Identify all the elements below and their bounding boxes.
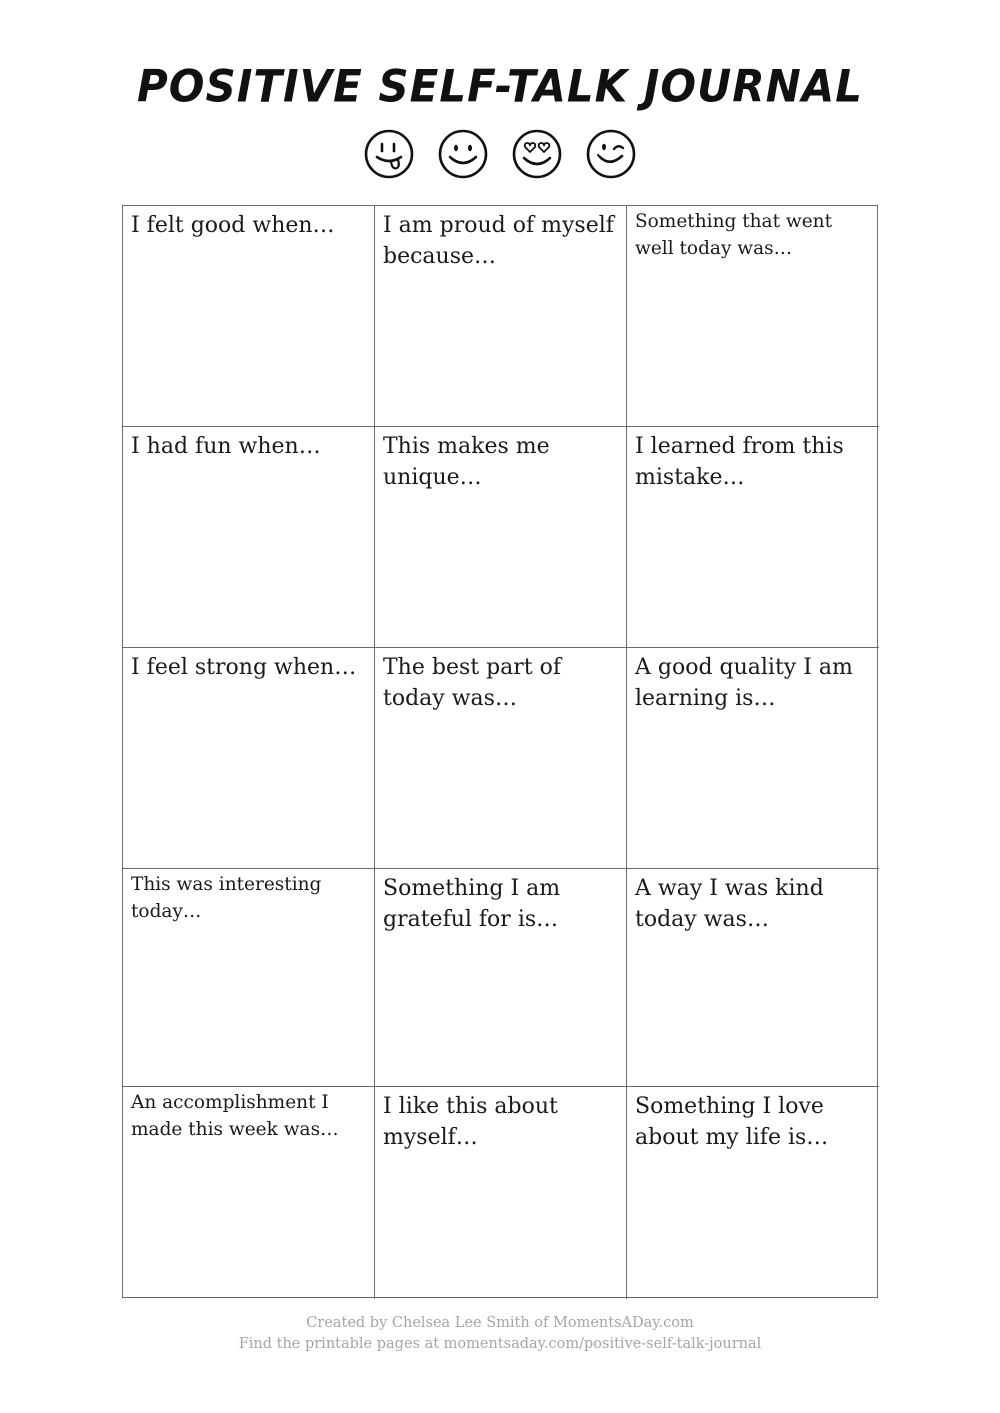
prompt-cell: Something that went well today was… xyxy=(627,206,879,427)
prompt-cell: Something I love about my life is… xyxy=(635,1094,829,1150)
prompt-cell: A way I was kind today was… xyxy=(627,869,879,1087)
heart-eyes-smiley-icon xyxy=(511,128,563,180)
prompt-cell: An accomplishment I made this week was… xyxy=(123,1087,375,1299)
tongue-out-smiley-icon xyxy=(363,128,415,180)
prompt-cell: This makes me unique… xyxy=(375,427,627,648)
footer-credit: Created by Chelsea Lee Smith of MomentsADay.com xyxy=(306,1315,694,1331)
prompt-cell: The best part of today was… xyxy=(375,648,627,869)
smiley-row xyxy=(0,128,1000,184)
prompt-cell: I learned from this mistake… xyxy=(627,427,879,648)
prompt-cell: I had fun when… xyxy=(123,427,375,648)
footer-link: Find the printable pages at momentsaday.com/positive-self-talk-journal xyxy=(238,1336,762,1352)
prompt-cell: This was interesting today… xyxy=(123,869,375,1087)
smiling-face-icon xyxy=(437,128,489,180)
winking-smiley-icon xyxy=(585,128,637,180)
prompt-cell: I feel strong when… xyxy=(123,648,375,869)
prompt-cell: A good quality I am learning is… xyxy=(627,648,879,869)
prompt-cell: I am proud of myself because… xyxy=(375,206,627,427)
prompt-grid xyxy=(122,205,878,1298)
prompt-cell: I felt good when… xyxy=(123,206,375,427)
page-title: POSITIVE SELF-TALK JOURNAL xyxy=(136,60,864,113)
prompt-cell: I like this about myself… xyxy=(375,1087,627,1299)
prompt-cell: Something I am grateful for is… xyxy=(375,869,627,1087)
